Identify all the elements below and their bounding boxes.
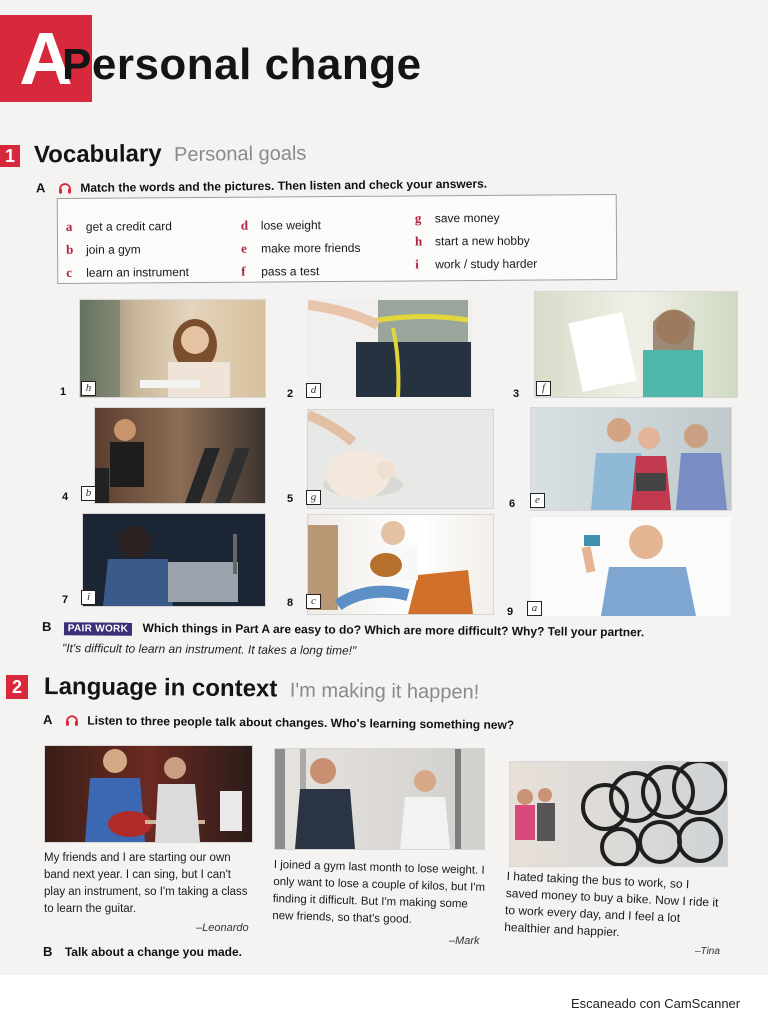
photo-woman-guitar — [307, 514, 494, 615]
section-2-title: Language in context — [43, 673, 278, 703]
photo-man-credit-card — [530, 516, 732, 617]
picture-number: 6 — [509, 498, 516, 510]
picture-number: 9 — [507, 606, 514, 618]
picture-number: 4 — [62, 491, 69, 503]
word-item: h start a new hobby — [414, 233, 530, 249]
story-tina-text: I hated taking the bus to work, so I saved money to buy a bike. Now I ride it to work every day, and I feel a lot healthier and happier. — [504, 868, 719, 940]
word-item: c learn an instrument — [66, 264, 190, 280]
word-item: a get a credit card — [65, 218, 173, 234]
word-item: i work / study harder — [415, 256, 538, 272]
section-1-number: 1 — [0, 145, 20, 167]
headphones-icon — [65, 713, 79, 726]
photo-piggy-bank — [307, 409, 494, 509]
section-2-part-a — [43, 711, 514, 734]
answer-box-9[interactable]: a — [527, 601, 542, 616]
photo-leonardo-guitar — [44, 745, 253, 843]
picture-number: 1 — [60, 386, 67, 398]
answer-box-8[interactable]: c — [306, 594, 321, 609]
picture-number: 7 — [62, 594, 69, 606]
vocabulary-word-box — [57, 194, 618, 284]
answer-box-7[interactable]: i — [81, 590, 96, 605]
section-1-title: Vocabulary — [33, 140, 162, 169]
part-a-instruction: Listen to three people talk about changes. Who's learning something new? — [87, 713, 515, 732]
photo-studying-laptop — [82, 513, 266, 607]
picture-number: 8 — [287, 597, 294, 609]
story-mark-signature: –Mark — [449, 935, 480, 947]
story-leonardo-text: My friends and I are starting our own band next year. I can sing, but I can't play an instrument, so I'm taking a class to learn the guitar. — [44, 852, 248, 915]
part-a-letter: A — [35, 180, 46, 196]
picture-number: 5 — [287, 493, 294, 505]
scanner-watermark: Escaneado con CamScanner — [571, 996, 741, 1011]
photo-measuring-waist — [307, 299, 472, 398]
headphones-icon — [58, 181, 72, 194]
answer-box-2[interactable]: d — [306, 383, 321, 398]
word-item: f pass a test — [241, 263, 320, 279]
part-a-instruction: Match the words and the pictures. Then listen and check your answers. — [80, 176, 488, 195]
photo-woman-test-paper — [534, 291, 738, 398]
word-item: b join a gym — [66, 241, 141, 257]
answer-box-5[interactable]: g — [306, 490, 321, 505]
part-b-letter: B — [43, 944, 53, 959]
section-2-part-b — [43, 943, 242, 961]
word-item: e make more friends — [241, 240, 361, 256]
section-2-subtitle: I'm making it happen! — [289, 679, 480, 704]
story-tina-signature: –Tina — [695, 946, 720, 957]
story-mark-text: I joined a gym last month to lose weight. I only want to lose a couple of kilos, but I'm finding it difficult. But I'm making some new friends, so that's good. — [272, 858, 486, 926]
photo-woman-crafting — [79, 299, 266, 398]
part-b-letter: B — [41, 619, 52, 635]
word-item: d lose weight — [240, 217, 321, 233]
answer-box-4[interactable]: b — [81, 486, 96, 501]
photo-tina-bikes — [509, 761, 728, 867]
answer-box-1[interactable]: h — [81, 381, 96, 396]
section-1-subtitle: Personal goals — [173, 142, 307, 166]
photo-gym-woman — [94, 407, 266, 504]
answer-box-3[interactable]: f — [536, 381, 551, 396]
photo-mark-gym — [274, 748, 485, 850]
part-b-instruction: Talk about a change you made. — [64, 945, 242, 959]
unit-letter-badge: A — [0, 15, 92, 102]
section-1-heading — [34, 139, 307, 170]
section-2-number: 2 — [6, 675, 28, 699]
pair-work-badge: PAIR WORK — [64, 622, 132, 636]
answer-box-6[interactable]: e — [530, 493, 545, 508]
story-leonardo-signature: –Leonardo — [196, 922, 249, 934]
unit-title: Personal change — [62, 40, 422, 89]
picture-number: 3 — [513, 388, 520, 400]
photo-friends-tablet — [530, 407, 732, 511]
part-b-instruction: Which things in Part A are easy to do? Which are more difficult? Why? Tell your partner. — [142, 620, 645, 640]
part-a-letter: A — [42, 712, 53, 728]
section-1-part-b — [42, 618, 644, 641]
part-b-example: "It's difficult to learn an instrument. It takes a long time!" — [61, 641, 357, 658]
picture-number: 2 — [287, 388, 294, 400]
section-2-heading — [44, 673, 480, 706]
word-item: g save money — [414, 210, 500, 226]
section-1-part-a — [36, 175, 487, 198]
